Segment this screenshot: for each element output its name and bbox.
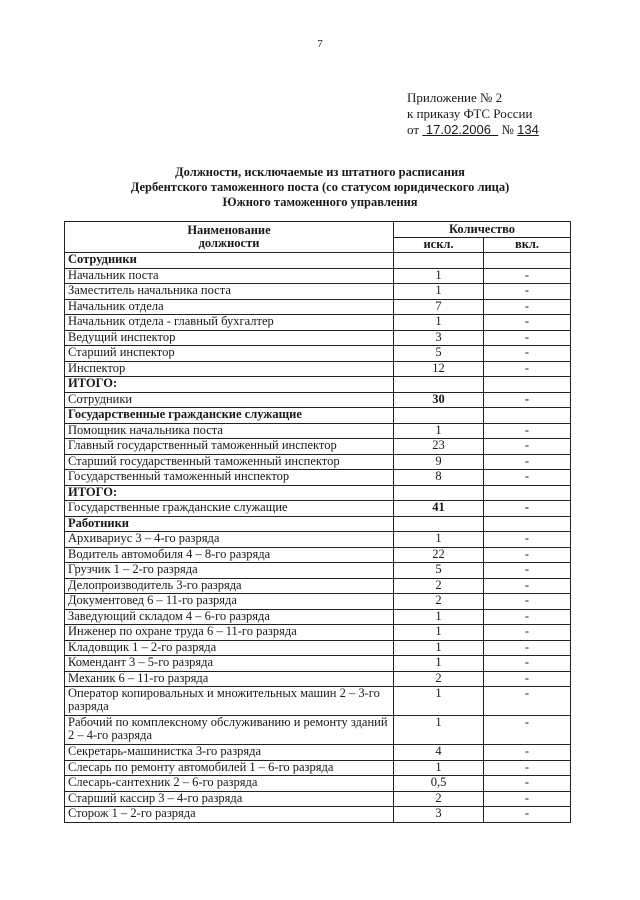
- included-count: -: [484, 547, 571, 563]
- excluded-count: 2: [394, 594, 484, 610]
- included-count: -: [484, 361, 571, 377]
- excluded-count: 2: [394, 671, 484, 687]
- position-name: Помощник начальника поста: [65, 423, 394, 439]
- excluded-count: 5: [394, 346, 484, 362]
- position-name: Оператор копировальных и множительных машин 2 – 3-го разряда: [65, 687, 394, 716]
- excluded-count: 7: [394, 299, 484, 315]
- table-row: [65, 330, 571, 346]
- excluded-count: 1: [394, 625, 484, 641]
- section-row: [65, 485, 571, 501]
- excluded-count: 3: [394, 807, 484, 823]
- excluded-count: 22: [394, 547, 484, 563]
- header-position: Наименование должности: [65, 222, 394, 253]
- position-name: Работники: [65, 516, 394, 532]
- excluded-count: 12: [394, 361, 484, 377]
- excluded-count: 4: [394, 745, 484, 761]
- excluded-count: 41: [394, 501, 484, 517]
- position-name: Слесарь по ремонту автомобилей 1 – 6-го разряда: [65, 760, 394, 776]
- appendix-title: Приложение № 2: [407, 90, 503, 105]
- table-row: [65, 716, 571, 745]
- included-count: -: [484, 330, 571, 346]
- position-name: Начальник отдела: [65, 299, 394, 315]
- header-included: вкл.: [484, 237, 571, 253]
- appendix-order-ref: к приказу ФТС России: [407, 106, 533, 121]
- position-name: Начальник поста: [65, 268, 394, 284]
- excluded-count: 1: [394, 284, 484, 300]
- included-count: -: [484, 745, 571, 761]
- table-row: [65, 423, 571, 439]
- excluded-count: 1: [394, 760, 484, 776]
- position-name: Государственный таможенный инспектор: [65, 470, 394, 486]
- from-label: от: [407, 122, 420, 137]
- excluded-count: 23: [394, 439, 484, 455]
- order-number: 134: [517, 122, 539, 137]
- included-count: -: [484, 716, 571, 745]
- included-count: -: [484, 532, 571, 548]
- included-count: -: [484, 392, 571, 408]
- appendix-date-number: [407, 122, 539, 138]
- title-line-3: Южного таможенного управления: [222, 195, 418, 209]
- total-row: [65, 501, 571, 517]
- table-row: [65, 532, 571, 548]
- table-row: [65, 640, 571, 656]
- position-name: Сторож 1 – 2-го разряда: [65, 807, 394, 823]
- included-count: -: [484, 578, 571, 594]
- table-row: [65, 578, 571, 594]
- excluded-count: 1: [394, 268, 484, 284]
- table-row: [65, 439, 571, 455]
- included-count: -: [484, 346, 571, 362]
- excluded-count: 9: [394, 454, 484, 470]
- included-count: -: [484, 609, 571, 625]
- table-row: [65, 671, 571, 687]
- table-row: [65, 625, 571, 641]
- included-count: -: [484, 594, 571, 610]
- header-excluded: искл.: [394, 237, 484, 253]
- table-row: [65, 454, 571, 470]
- table-row: [65, 807, 571, 823]
- included-count: -: [484, 470, 571, 486]
- table-row: [65, 547, 571, 563]
- table-row: [65, 563, 571, 579]
- excluded-count: [394, 377, 484, 393]
- appendix-block: [407, 90, 539, 138]
- included-count: -: [484, 656, 571, 672]
- position-name: Инспектор: [65, 361, 394, 377]
- position-name: Инженер по охране труда 6 – 11-го разряда: [65, 625, 394, 641]
- position-name: Архивариус 3 – 4-го разряда: [65, 532, 394, 548]
- position-name: Ведущий инспектор: [65, 330, 394, 346]
- excluded-count: 30: [394, 392, 484, 408]
- position-name: Слесарь-сантехник 2 – 6-го разряда: [65, 776, 394, 792]
- position-name: Делопроизводитель 3-го разряда: [65, 578, 394, 594]
- excluded-count: 1: [394, 716, 484, 745]
- excluded-count: 1: [394, 532, 484, 548]
- included-count: -: [484, 423, 571, 439]
- page-number: 7: [317, 38, 323, 50]
- document-title: [0, 165, 640, 210]
- excluded-count: 5: [394, 563, 484, 579]
- excluded-count: [394, 408, 484, 424]
- position-name: Заместитель начальника поста: [65, 284, 394, 300]
- excluded-count: 1: [394, 656, 484, 672]
- number-label: №: [501, 122, 514, 137]
- position-name: Секретарь-машинистка 3-го разряда: [65, 745, 394, 761]
- position-name: Механик 6 – 11-го разряда: [65, 671, 394, 687]
- included-count: -: [484, 760, 571, 776]
- included-count: -: [484, 671, 571, 687]
- position-name: Старший инспектор: [65, 346, 394, 362]
- excluded-count: 1: [394, 609, 484, 625]
- position-name: Водитель автомобиля 4 – 8-го разряда: [65, 547, 394, 563]
- included-count: -: [484, 299, 571, 315]
- table-row: [65, 315, 571, 331]
- included-count: [484, 516, 571, 532]
- section-row: [65, 253, 571, 269]
- table-row: [65, 594, 571, 610]
- table-row: [65, 791, 571, 807]
- included-count: -: [484, 640, 571, 656]
- included-count: [484, 377, 571, 393]
- position-name: Грузчик 1 – 2-го разряда: [65, 563, 394, 579]
- table-row: [65, 745, 571, 761]
- excluded-count: 1: [394, 423, 484, 439]
- included-count: -: [484, 284, 571, 300]
- table-row: [65, 284, 571, 300]
- position-name: Начальник отдела - главный бухгалтер: [65, 315, 394, 331]
- table-row: [65, 776, 571, 792]
- title-line-2: Дербентского таможенного поста (со статусом юридического лица): [130, 180, 510, 194]
- section-row: [65, 408, 571, 424]
- excluded-count: [394, 516, 484, 532]
- table-row: [65, 299, 571, 315]
- position-name: ИТОГО:: [65, 485, 394, 501]
- position-name: Старший кассир 3 – 4-го разряда: [65, 791, 394, 807]
- order-date: 17.02.2006: [425, 122, 491, 137]
- excluded-count: [394, 485, 484, 501]
- excluded-count: 8: [394, 470, 484, 486]
- included-count: -: [484, 454, 571, 470]
- included-count: -: [484, 268, 571, 284]
- excluded-count: 1: [394, 687, 484, 716]
- included-count: -: [484, 439, 571, 455]
- excluded-count: [394, 253, 484, 269]
- included-count: -: [484, 563, 571, 579]
- position-name: Сотрудники: [65, 392, 394, 408]
- position-name: Рабочий по комплексному обслуживанию и ремонту зданий 2 – 4-го разряда: [65, 716, 394, 745]
- header-quantity: Количество: [394, 222, 571, 238]
- position-name: ИТОГО:: [65, 377, 394, 393]
- total-row: [65, 392, 571, 408]
- included-count: [484, 408, 571, 424]
- excluded-count: 1: [394, 315, 484, 331]
- position-name: Старший государственный таможенный инспектор: [65, 454, 394, 470]
- position-name: Главный государственный таможенный инспектор: [65, 439, 394, 455]
- position-name: Государственные гражданские служащие: [65, 408, 394, 424]
- excluded-count: 2: [394, 578, 484, 594]
- excluded-count: 3: [394, 330, 484, 346]
- excluded-count: 0,5: [394, 776, 484, 792]
- table-row: [65, 760, 571, 776]
- position-name: Сотрудники: [65, 253, 394, 269]
- table-body: [65, 253, 571, 823]
- title-line-1: Должности, исключаемые из штатного расписания: [175, 165, 465, 179]
- position-name: Государственные гражданские служащие: [65, 501, 394, 517]
- included-count: -: [484, 501, 571, 517]
- table-row: [65, 346, 571, 362]
- position-name: Документовед 6 – 11-го разряда: [65, 594, 394, 610]
- section-row: [65, 516, 571, 532]
- table-row: [65, 470, 571, 486]
- table-row: [65, 609, 571, 625]
- position-name: Комендант 3 – 5-го разряда: [65, 656, 394, 672]
- excluded-count: 1: [394, 640, 484, 656]
- table-row: [65, 656, 571, 672]
- positions-table: [64, 221, 571, 823]
- included-count: -: [484, 791, 571, 807]
- table-row: [65, 361, 571, 377]
- included-count: [484, 485, 571, 501]
- included-count: [484, 253, 571, 269]
- table-row: [65, 268, 571, 284]
- table-row: [65, 687, 571, 716]
- included-count: -: [484, 625, 571, 641]
- section-row: [65, 377, 571, 393]
- included-count: -: [484, 315, 571, 331]
- position-name: Заведующий складом 4 – 6-го разряда: [65, 609, 394, 625]
- excluded-count: 2: [394, 791, 484, 807]
- included-count: -: [484, 807, 571, 823]
- position-name: Кладовщик 1 – 2-го разряда: [65, 640, 394, 656]
- included-count: -: [484, 776, 571, 792]
- included-count: -: [484, 687, 571, 716]
